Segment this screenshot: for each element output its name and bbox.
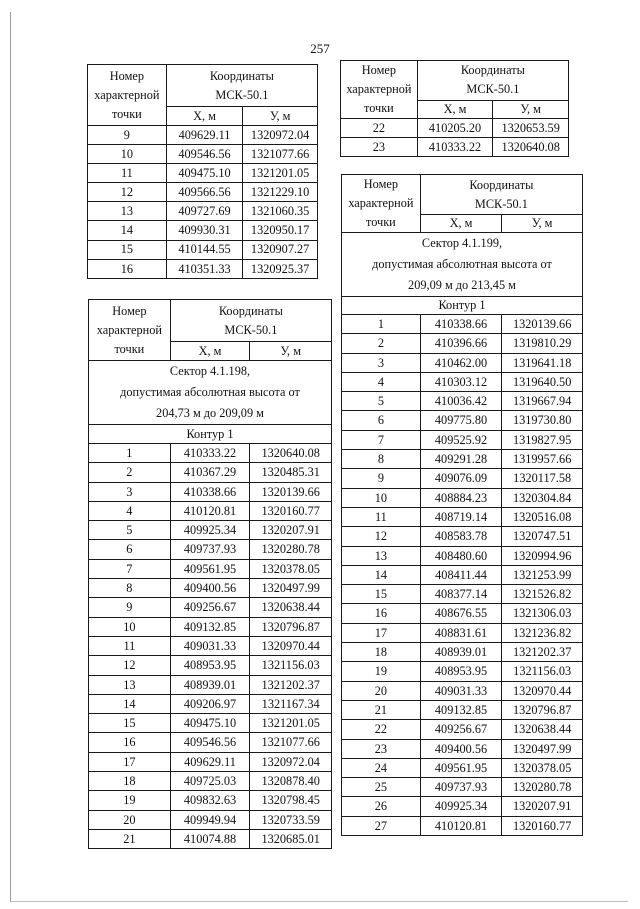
point-number-cell: 7 xyxy=(342,430,421,449)
header-line: МСК-50.1 xyxy=(224,322,278,337)
x-coordinate-cell: 409076.09 xyxy=(420,469,502,488)
y-coordinate-cell: 1320994.96 xyxy=(502,546,583,565)
point-number-cell: 13 xyxy=(88,202,167,221)
x-coordinate-cell: 409291.28 xyxy=(420,450,502,469)
header-line: точки xyxy=(111,106,142,121)
y-coordinate-cell: 1320907.27 xyxy=(243,240,318,259)
sector-line: допустимая абсолютная высота от xyxy=(120,385,300,399)
x-coordinate-cell: 409475.10 xyxy=(170,714,250,733)
table-row xyxy=(342,507,583,526)
y-coordinate-cell: 1321253.99 xyxy=(502,565,583,584)
table-row xyxy=(89,501,332,520)
y-coordinate-cell: 1321060.35 xyxy=(243,202,318,221)
y-coordinate-cell: 1320685.01 xyxy=(250,829,332,848)
point-number-cell: 13 xyxy=(89,675,171,694)
y-coordinate-cell: 1320280.78 xyxy=(502,778,583,797)
contour-caption: Контур 1 xyxy=(89,425,332,444)
header-line: точки xyxy=(363,101,394,115)
y-coordinate-cell: 1319667.94 xyxy=(502,392,583,411)
table-row xyxy=(342,353,583,372)
y-coordinate-cell: 1321201.05 xyxy=(243,164,318,183)
table-row xyxy=(342,604,583,623)
point-number-cell: 4 xyxy=(342,372,421,391)
x-coordinate-cell: 408377.14 xyxy=(420,585,502,604)
point-number-cell: 1 xyxy=(89,444,171,463)
y-coordinate-cell: 1320640.08 xyxy=(250,444,332,463)
header-line: характерной xyxy=(348,196,414,210)
y-coordinate-cell: 1320207.91 xyxy=(250,521,332,540)
x-coordinate-cell: 408953.95 xyxy=(420,662,502,681)
point-number-cell: 11 xyxy=(89,636,171,655)
point-number-cell: 9 xyxy=(88,126,167,145)
point-number-cell: 18 xyxy=(342,643,421,662)
y-coordinate-cell: 1320798.45 xyxy=(250,791,332,810)
y-coordinate-cell: 1321077.66 xyxy=(250,733,332,752)
table-row xyxy=(89,579,332,598)
y-coordinate-cell: 1320638.44 xyxy=(250,598,332,617)
sector-line: допустимая абсолютная высота от xyxy=(372,257,552,271)
x-header: X, м xyxy=(166,107,243,126)
table-row xyxy=(342,662,583,681)
point-number-cell: 8 xyxy=(342,450,421,469)
x-coordinate-cell: 409031.33 xyxy=(420,681,502,700)
point-number-header xyxy=(341,61,418,119)
coordinates-header xyxy=(166,65,317,107)
header-line: точки xyxy=(114,341,145,356)
header-line: Номер xyxy=(363,177,398,191)
table-row xyxy=(342,488,583,507)
y-coordinate-cell: 1320516.08 xyxy=(502,507,583,526)
header-line: Номер xyxy=(361,63,396,77)
table-row xyxy=(342,392,583,411)
x-coordinate-cell: 410333.22 xyxy=(170,444,250,463)
table-row xyxy=(342,797,583,816)
table-row xyxy=(89,656,332,675)
point-number-cell: 9 xyxy=(342,469,421,488)
x-coordinate-cell: 409925.34 xyxy=(170,521,250,540)
y-coordinate-cell: 1319640.50 xyxy=(502,372,583,391)
point-number-cell: 8 xyxy=(89,579,171,598)
y-coordinate-cell: 1320638.44 xyxy=(502,720,583,739)
y-header: У, м xyxy=(243,107,318,126)
x-coordinate-cell: 409561.95 xyxy=(170,559,250,578)
x-coordinate-cell: 410396.66 xyxy=(420,334,502,353)
x-coordinate-cell: 409256.67 xyxy=(170,598,250,617)
table-row xyxy=(342,700,583,719)
table-row xyxy=(88,183,318,202)
point-number-cell: 1 xyxy=(342,315,421,334)
table-row xyxy=(88,164,318,183)
point-number-cell: 11 xyxy=(88,164,167,183)
header-line: Номер xyxy=(112,303,147,318)
x-coordinate-cell: 408676.55 xyxy=(420,604,502,623)
y-coordinate-cell: 1321156.03 xyxy=(250,656,332,675)
table-row xyxy=(341,119,569,138)
y-coordinate-cell: 1319957.66 xyxy=(502,450,583,469)
point-number-cell: 17 xyxy=(342,623,421,642)
table-row xyxy=(89,617,332,636)
header-line: Координаты xyxy=(218,303,283,318)
y-header: У, м xyxy=(502,215,583,233)
y-coordinate-cell: 1320970.44 xyxy=(502,681,583,700)
point-number-cell: 19 xyxy=(89,791,171,810)
table-row xyxy=(342,430,583,449)
x-coordinate-cell: 409256.67 xyxy=(420,720,502,739)
table-row xyxy=(89,540,332,559)
y-coordinate-cell: 1320950.17 xyxy=(243,221,318,240)
table-row xyxy=(342,450,583,469)
y-coordinate-cell: 1321526.82 xyxy=(502,585,583,604)
y-coordinate-cell: 1320733.59 xyxy=(250,810,332,829)
coordinates-header xyxy=(420,175,582,215)
y-coordinate-cell: 1320925.37 xyxy=(243,259,318,278)
x-coordinate-cell: 410338.66 xyxy=(170,482,250,501)
sector-line: Сектор 4.1.198, xyxy=(169,364,251,378)
table-row xyxy=(88,259,318,278)
table-body xyxy=(88,126,318,279)
x-coordinate-cell: 409930.31 xyxy=(166,221,243,240)
x-coordinate-cell: 410338.66 xyxy=(420,315,502,334)
point-number-cell: 15 xyxy=(342,585,421,604)
x-header: X, м xyxy=(417,100,493,118)
x-header: X, м xyxy=(170,342,250,361)
point-number-cell: 16 xyxy=(342,604,421,623)
point-number-cell: 27 xyxy=(342,816,421,835)
header-line: точки xyxy=(365,215,396,229)
sector-caption xyxy=(89,361,332,425)
point-number-cell: 6 xyxy=(89,540,171,559)
x-coordinate-cell: 409475.10 xyxy=(166,164,243,183)
table-row xyxy=(89,559,332,578)
x-coordinate-cell: 408884.23 xyxy=(420,488,502,507)
point-number-cell: 19 xyxy=(342,662,421,681)
x-coordinate-cell: 409925.34 xyxy=(420,797,502,816)
table-row xyxy=(89,791,332,810)
x-header: X, м xyxy=(420,215,502,233)
table-row xyxy=(88,202,318,221)
table-row xyxy=(342,739,583,758)
y-coordinate-cell: 1319827.95 xyxy=(502,430,583,449)
point-number-cell: 2 xyxy=(342,334,421,353)
table-row xyxy=(342,546,583,565)
y-coordinate-cell: 1320796.87 xyxy=(502,700,583,719)
y-coordinate-cell: 1321306.03 xyxy=(502,604,583,623)
y-coordinate-cell: 1319810.29 xyxy=(502,334,583,353)
point-number-cell: 14 xyxy=(89,694,171,713)
x-coordinate-cell: 410303.12 xyxy=(420,372,502,391)
y-coordinate-cell: 1320796.87 xyxy=(250,617,332,636)
point-number-cell: 5 xyxy=(89,521,171,540)
y-coordinate-cell: 1320653.59 xyxy=(493,119,569,138)
x-coordinate-cell: 409629.11 xyxy=(166,126,243,145)
coordinates-table-sector-4-1-198 xyxy=(88,299,332,849)
y-coordinate-cell: 1320139.66 xyxy=(502,315,583,334)
x-coordinate-cell: 410120.81 xyxy=(170,501,250,520)
point-number-cell: 10 xyxy=(89,617,171,636)
point-number-header xyxy=(89,300,171,361)
header-line: МСК-50.1 xyxy=(215,87,269,102)
coordinates-table-top-right xyxy=(340,60,569,157)
x-coordinate-cell: 408831.61 xyxy=(420,623,502,642)
table-row xyxy=(88,221,318,240)
table-row xyxy=(342,816,583,835)
x-coordinate-cell: 409949.94 xyxy=(170,810,250,829)
y-coordinate-cell: 1321202.37 xyxy=(502,643,583,662)
x-coordinate-cell: 410144.55 xyxy=(166,240,243,259)
point-number-cell: 24 xyxy=(342,758,421,777)
point-number-cell: 11 xyxy=(342,507,421,526)
point-number-cell: 15 xyxy=(88,240,167,259)
coordinates-header xyxy=(417,61,568,101)
x-coordinate-cell: 408939.01 xyxy=(420,643,502,662)
table-row xyxy=(89,810,332,829)
point-number-cell: 6 xyxy=(342,411,421,430)
header-line: Координаты xyxy=(209,68,274,83)
y-coordinate-cell: 1320117.58 xyxy=(502,469,583,488)
table-row xyxy=(89,714,332,733)
y-coordinate-cell: 1321202.37 xyxy=(250,675,332,694)
y-header: У, м xyxy=(250,342,332,361)
table-row xyxy=(89,694,332,713)
x-coordinate-cell: 409561.95 xyxy=(420,758,502,777)
table-row xyxy=(342,334,583,353)
table-row xyxy=(89,675,332,694)
x-coordinate-cell: 409737.93 xyxy=(420,778,502,797)
table-row xyxy=(89,772,332,791)
table-row xyxy=(342,565,583,584)
point-number-cell: 12 xyxy=(342,527,421,546)
table-row xyxy=(89,636,332,655)
x-coordinate-cell: 410036.42 xyxy=(420,392,502,411)
point-number-header xyxy=(342,175,421,233)
point-number-cell: 10 xyxy=(342,488,421,507)
y-coordinate-cell: 1319641.18 xyxy=(502,353,583,372)
point-number-cell: 16 xyxy=(89,733,171,752)
table-body xyxy=(89,444,332,849)
point-number-cell: 12 xyxy=(89,656,171,675)
x-coordinate-cell: 409132.85 xyxy=(420,700,502,719)
y-coordinate-cell: 1321229.10 xyxy=(243,183,318,202)
x-coordinate-cell: 409206.97 xyxy=(170,694,250,713)
table-row xyxy=(88,145,318,164)
x-coordinate-cell: 410367.29 xyxy=(170,463,250,482)
point-number-cell: 23 xyxy=(342,739,421,758)
table-row xyxy=(88,126,318,145)
sector-caption xyxy=(342,233,583,297)
point-number-cell: 2 xyxy=(89,463,171,482)
point-number-cell: 17 xyxy=(89,752,171,771)
table-row xyxy=(342,372,583,391)
header-line: Координаты xyxy=(460,63,525,78)
header-line: характерной xyxy=(94,87,160,102)
x-coordinate-cell: 409566.56 xyxy=(166,183,243,202)
x-coordinate-cell: 409546.56 xyxy=(166,145,243,164)
y-coordinate-cell: 1320139.66 xyxy=(250,482,332,501)
point-number-cell: 22 xyxy=(341,119,418,138)
table-row xyxy=(342,585,583,604)
x-coordinate-cell: 410333.22 xyxy=(417,138,493,157)
header-line: МСК-50.1 xyxy=(474,196,528,211)
point-number-cell: 21 xyxy=(342,700,421,719)
table-row xyxy=(342,758,583,777)
table-row xyxy=(342,527,583,546)
y-coordinate-cell: 1321201.05 xyxy=(250,714,332,733)
y-coordinate-cell: 1320497.99 xyxy=(502,739,583,758)
x-coordinate-cell: 408411.44 xyxy=(420,565,502,584)
table-row xyxy=(342,469,583,488)
point-number-cell: 9 xyxy=(89,598,171,617)
point-number-cell: 22 xyxy=(342,720,421,739)
x-coordinate-cell: 410462.00 xyxy=(420,353,502,372)
y-coordinate-cell: 1320972.04 xyxy=(243,126,318,145)
point-number-cell: 14 xyxy=(342,565,421,584)
y-coordinate-cell: 1320497.99 xyxy=(250,579,332,598)
y-coordinate-cell: 1320280.78 xyxy=(250,540,332,559)
y-coordinate-cell: 1320747.51 xyxy=(502,527,583,546)
header-line: МСК-50.1 xyxy=(466,82,520,97)
y-coordinate-cell: 1320970.44 xyxy=(250,636,332,655)
y-coordinate-cell: 1321156.03 xyxy=(502,662,583,681)
y-coordinate-cell: 1320160.77 xyxy=(502,816,583,835)
x-coordinate-cell: 409525.92 xyxy=(420,430,502,449)
table-row xyxy=(342,778,583,797)
header-line: характерной xyxy=(346,82,412,96)
y-coordinate-cell: 1320972.04 xyxy=(250,752,332,771)
point-number-header xyxy=(88,65,167,126)
y-coordinate-cell: 1320878.40 xyxy=(250,772,332,791)
x-coordinate-cell: 410205.20 xyxy=(417,119,493,138)
table-row xyxy=(89,829,332,848)
y-coordinate-cell: 1320378.05 xyxy=(250,559,332,578)
sector-line: 204,73 м до 209,09 м xyxy=(156,406,264,420)
point-number-cell: 3 xyxy=(89,482,171,501)
y-coordinate-cell: 1320485.31 xyxy=(250,463,332,482)
table-row xyxy=(342,720,583,739)
y-coordinate-cell: 1321236.82 xyxy=(502,623,583,642)
x-coordinate-cell: 410351.33 xyxy=(166,259,243,278)
y-coordinate-cell: 1321167.34 xyxy=(250,694,332,713)
table-row xyxy=(89,444,332,463)
x-coordinate-cell: 408953.95 xyxy=(170,656,250,675)
y-header: У, м xyxy=(493,100,569,118)
point-number-cell: 20 xyxy=(342,681,421,700)
y-coordinate-cell: 1320640.08 xyxy=(493,138,569,157)
x-coordinate-cell: 409725.03 xyxy=(170,772,250,791)
point-number-cell: 26 xyxy=(342,797,421,816)
x-coordinate-cell: 410074.88 xyxy=(170,829,250,848)
table-row xyxy=(88,240,318,259)
point-number-cell: 20 xyxy=(89,810,171,829)
table-row xyxy=(342,315,583,334)
point-number-cell: 16 xyxy=(88,259,167,278)
header-line: характерной xyxy=(96,322,162,337)
table-row xyxy=(89,752,332,771)
coordinates-header xyxy=(170,300,331,342)
table-row xyxy=(341,138,569,157)
coordinates-table-top-left xyxy=(87,64,318,279)
table-row xyxy=(89,482,332,501)
x-coordinate-cell: 409400.56 xyxy=(170,579,250,598)
x-coordinate-cell: 409629.11 xyxy=(170,752,250,771)
point-number-cell: 18 xyxy=(89,772,171,791)
y-coordinate-cell: 1321077.66 xyxy=(243,145,318,164)
point-number-cell: 14 xyxy=(88,221,167,240)
table-row xyxy=(342,681,583,700)
table-row xyxy=(342,643,583,662)
table-row xyxy=(342,623,583,642)
y-coordinate-cell: 1320304.84 xyxy=(502,488,583,507)
y-coordinate-cell: 1320378.05 xyxy=(502,758,583,777)
x-coordinate-cell: 410120.81 xyxy=(420,816,502,835)
contour-caption: Контур 1 xyxy=(342,297,583,315)
header-line: Номер xyxy=(109,68,144,83)
x-coordinate-cell: 409031.33 xyxy=(170,636,250,655)
sector-line: 209,09 м до 213,45 м xyxy=(408,278,516,292)
x-coordinate-cell: 409727.69 xyxy=(166,202,243,221)
point-number-cell: 7 xyxy=(89,559,171,578)
point-number-cell: 4 xyxy=(89,501,171,520)
sector-line: Сектор 4.1.199, xyxy=(421,236,503,250)
point-number-cell: 23 xyxy=(341,138,418,157)
coordinates-table-sector-4-1-199 xyxy=(341,174,583,836)
y-coordinate-cell: 1320207.91 xyxy=(502,797,583,816)
x-coordinate-cell: 409737.93 xyxy=(170,540,250,559)
table-row xyxy=(89,521,332,540)
x-coordinate-cell: 409832.63 xyxy=(170,791,250,810)
table-body xyxy=(342,315,583,836)
x-coordinate-cell: 408583.78 xyxy=(420,527,502,546)
point-number-cell: 3 xyxy=(342,353,421,372)
x-coordinate-cell: 408939.01 xyxy=(170,675,250,694)
point-number-cell: 13 xyxy=(342,546,421,565)
x-coordinate-cell: 408480.60 xyxy=(420,546,502,565)
table-row xyxy=(342,411,583,430)
header-line: Координаты xyxy=(469,177,534,192)
x-coordinate-cell: 409546.56 xyxy=(170,733,250,752)
table-row xyxy=(89,463,332,482)
page-number: 257 xyxy=(310,41,330,56)
x-coordinate-cell: 409775.80 xyxy=(420,411,502,430)
table-body xyxy=(341,119,569,157)
point-number-cell: 12 xyxy=(88,183,167,202)
point-number-cell: 5 xyxy=(342,392,421,411)
point-number-cell: 25 xyxy=(342,778,421,797)
table-row xyxy=(89,733,332,752)
x-coordinate-cell: 409132.85 xyxy=(170,617,250,636)
point-number-cell: 15 xyxy=(89,714,171,733)
table-row xyxy=(89,598,332,617)
x-coordinate-cell: 409400.56 xyxy=(420,739,502,758)
x-coordinate-cell: 408719.14 xyxy=(420,507,502,526)
point-number-cell: 21 xyxy=(89,829,171,848)
y-coordinate-cell: 1319730.80 xyxy=(502,411,583,430)
point-number-cell: 10 xyxy=(88,145,167,164)
y-coordinate-cell: 1320160.77 xyxy=(250,501,332,520)
